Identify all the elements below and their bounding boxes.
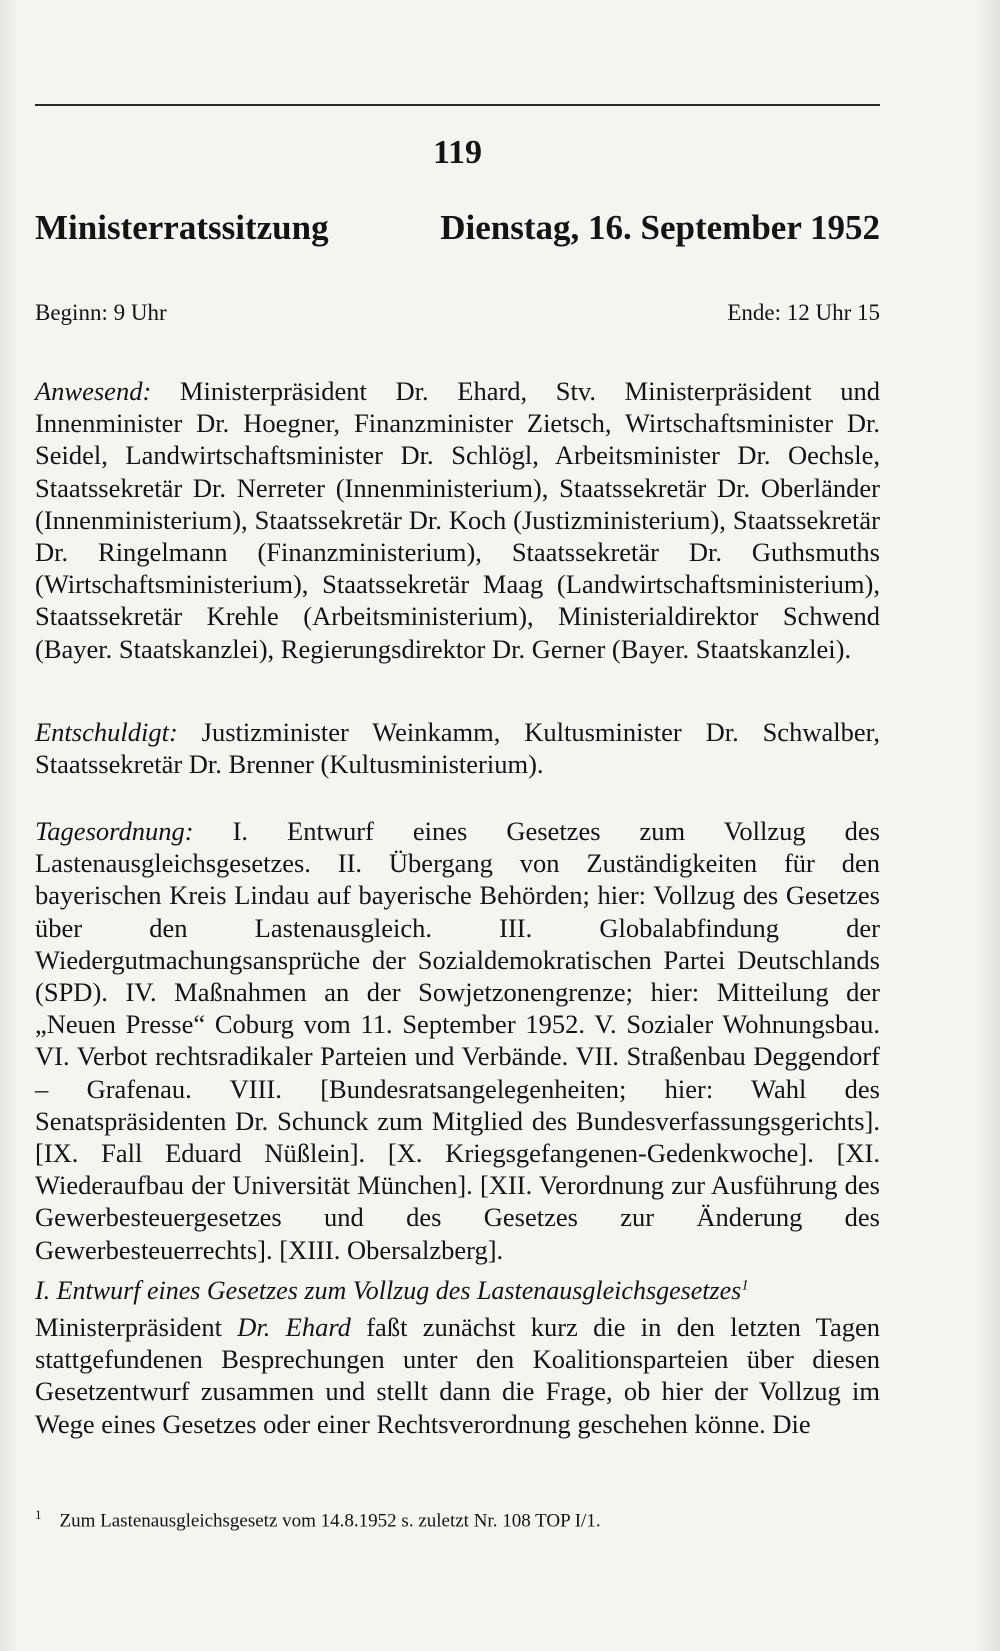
footnote-text: Zum Lastenausgleichsgesetz vom 14.8.1952 s. zuletzt Nr. 108 TOP I/1.: [59, 1510, 601, 1532]
section-body-start: Ministerpräsident: [35, 1312, 238, 1342]
agenda-paragraph: [35, 815, 880, 1266]
section-heading-text: I. Entwurf eines Gesetzes zum Vollzug des Lastenausgleichsgesetzes: [35, 1276, 742, 1305]
speaker-name: Dr. Ehard: [237, 1312, 351, 1342]
attendees-text: Ministerpräsident Dr. Ehard, Stv. Ministerpräsident und Innenminister Dr. Hoegner, Finanzminister Zietsch, Wirtschaftsminister Dr. Seidel, Landwirtschaftsminister Dr. Schlögl, Arbeitsminister Dr. Oechsle, Staatssekretär Dr. Nerreter (Innenministerium), Staatssekretär Dr. Oberländer (Innenministerium), Staatssekretär Dr. Koch (Justizministerium), Staatssekretär Dr. Ringelmann (Finanzministerium), Staatssekretär Dr. Guthsmuths (Wirtschaftsministerium), Staatssekretär Maag (Landwirtschaftsministerium), Staatssekretär Krehle (Arbeitsministerium), Ministerialdirektor Schwend (Bayer. Staatskanzlei), Regierungsdirektor Dr. Gerner (Bayer. Staatskanzlei).: [35, 376, 881, 664]
footnote-reference[interactable]: 1: [741, 1277, 749, 1294]
excused-label: Entschuldigt:: [35, 717, 202, 747]
end-time: Ende: 12 Uhr 15: [727, 300, 880, 325]
excused-paragraph: [35, 716, 880, 780]
document-title: Ministerratssitzung: [35, 208, 329, 247]
attendees-paragraph: [35, 375, 880, 665]
footnote: [35, 1507, 880, 1532]
agenda-text: I. Entwurf eines Gesetzes zum Vollzug des Lastenausgleichsgesetzes. II. Übergang von Zuständigkeiten für den bayerischen Kreis Lindau auf bayerische Behörden; hier: Vollzug des Gesetzes über den Lastenausgleich. III. Globalabfindung der Wiedergutmachungsansprüche der Sozialdemokratischen Partei Deutschlands (SPD). IV. Maßnahmen an der Sowjetzonengrenze; hier: Mitteilung der „Neuen Presse“ Coburg vom 11. September 1952. V. Sozialer Wohnungsbau. VI. Verbot rechtsradikaler Parteien und Verbände. VII. Straßenbau Deggendorf – Grafenau. VIII. [Bundesratsangelegenheiten; hier: Wahl des Senatspräsidenten Dr. Schunck zum Mitglied des Bundesverfassungsgerichts]. [IX. Fall Eduard Nüßlein]. [X. Kriegsgefangenen-Gedenkwoche]. [XI. Wiederaufbau der Universität München]. [XII. Verordnung zur Ausführung des Gewerbesteuergesetzes und des Gesetzes zur Änderung des Gewerbesteuerrechts]. [XIII. Obersalzberg].: [35, 816, 880, 1265]
excused-text: Justizminister Weinkamm, Kultusminister Dr. Schwalber, Staatssekretär Dr. Brenner (Kultusministerium).: [35, 717, 880, 780]
agenda-label: Tagesordnung:: [35, 816, 233, 846]
section-body-text: faßt zunächst kurz die in den letzten Tagen stattgefundenen Besprechungen unter den Koalitionsparteien über diesen Gesetzentwurf zusammen und stellt dann die Frage, ob hier der Vollzug im Wege eines Gesetzes oder einer Rechtsverordnung geschehen könne. Die: [35, 1312, 881, 1439]
attendees-label: Anwesend:: [35, 376, 180, 406]
header-rule: [35, 104, 880, 106]
document-date: Dienstag, 16. September 1952: [440, 208, 880, 247]
running-header: [35, 72, 880, 98]
section-heading: [35, 1275, 880, 1307]
footnote-mark: 1: [35, 1507, 42, 1522]
document-number: 119: [432, 134, 483, 171]
section-body: [35, 1311, 880, 1440]
begin-time: Beginn: 9 Uhr: [35, 300, 167, 325]
